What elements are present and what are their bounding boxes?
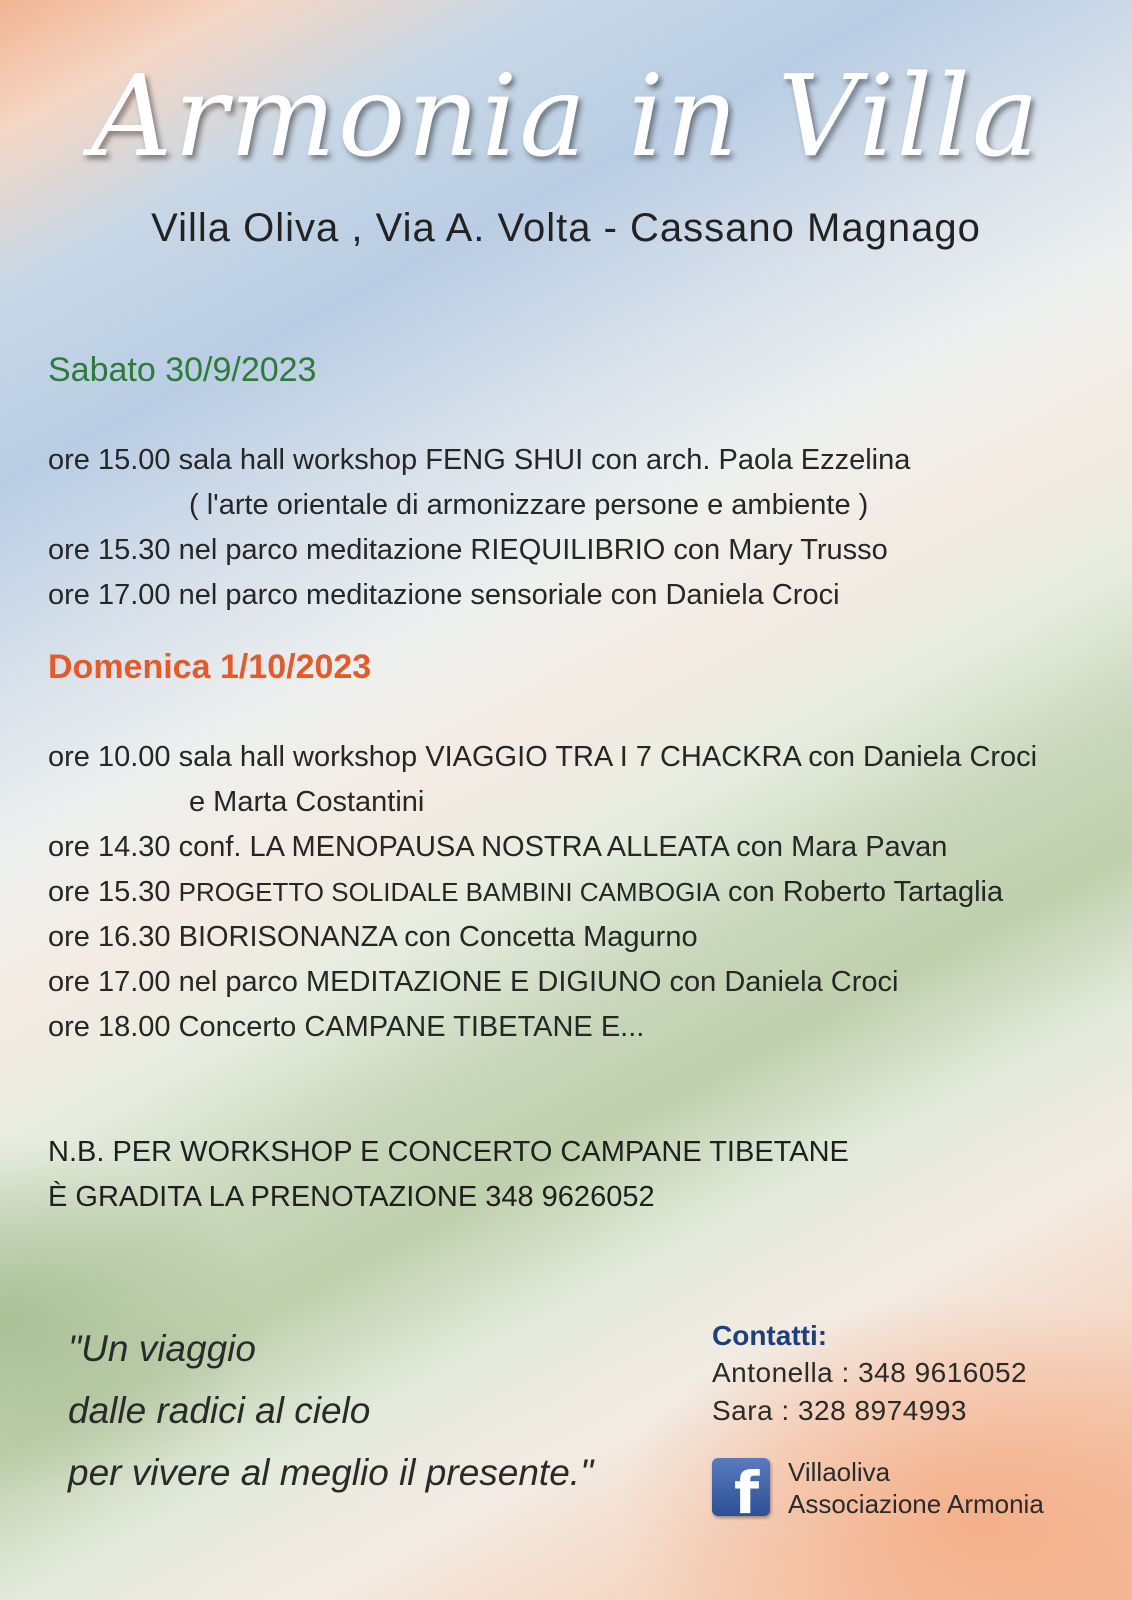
day1-schedule xyxy=(48,438,910,618)
quote-line-3: per vivere al meglio il presente." xyxy=(68,1452,594,1493)
day2-schedule xyxy=(48,735,1037,1050)
contact-antonella: Antonella : 348 9616052 xyxy=(712,1357,1028,1388)
contacts-heading: Contatti: xyxy=(712,1320,828,1351)
booking-note-line-2: È GRADITA LA PRENOTAZIONE 348 9626052 xyxy=(48,1181,655,1213)
schedule-item-continuation: ( l'arte orientale di armonizzare persone e ambiente ) xyxy=(189,489,869,521)
quote-line-2: dalle radici al cielo xyxy=(68,1390,371,1431)
facebook-page xyxy=(788,1456,1044,1520)
schedule-item: ore 15.30 nel parco meditazione RIEQUILIBRIO con Mary Trusso xyxy=(48,534,888,566)
contact-sara: Sara : 328 8974993 xyxy=(712,1395,967,1426)
schedule-item-host: con Roberto Tartaglia xyxy=(719,876,1004,908)
facebook-page-name: Villaoliva xyxy=(788,1457,891,1487)
schedule-item: ore 16.30 BIORISONANZA con Concetta Magurno xyxy=(48,921,698,953)
schedule-item-title: PROGETTO SOLIDALE BAMBINI CAMBOGIA xyxy=(178,877,720,907)
facebook-icon: f xyxy=(712,1458,770,1516)
schedule-item-time: ore 15.30 xyxy=(48,876,179,908)
schedule-item: ore 15.00 sala hall workshop FENG SHUI con arch. Paola Ezzelina xyxy=(48,444,911,476)
contacts-block xyxy=(712,1318,1027,1430)
schedule-item: ore 14.30 conf. LA MENOPAUSA NOSTRA ALLEATA con Mara Pavan xyxy=(48,831,948,863)
day1-heading: Sabato 30/9/2023 xyxy=(48,351,317,389)
booking-note-line-1: N.B. PER WORKSHOP E CONCERTO CAMPANE TIBETANE xyxy=(48,1136,849,1168)
schedule-item: ore 17.00 nel parco meditazione sensoriale con Daniela Croci xyxy=(48,579,840,611)
booking-note xyxy=(48,1130,849,1220)
title-part-1: Armonia xyxy=(91,52,589,182)
schedule-item-continuation: e Marta Costantini xyxy=(189,786,425,818)
schedule-item: ore 10.00 sala hall workshop VIAGGIO TRA I 7 CHACKRA con Daniela Croci xyxy=(48,741,1038,773)
motto-quote xyxy=(68,1318,593,1504)
facebook-page-association: Associazione Armonia xyxy=(788,1489,1044,1519)
day2-heading: Domenica 1/10/2023 xyxy=(48,648,372,686)
schedule-item: ore 17.00 nel parco MEDITAZIONE E DIGIUNO con Daniela Croci xyxy=(48,966,899,998)
title-part-2: in Villa xyxy=(628,52,1041,182)
schedule-item xyxy=(48,870,1037,915)
quote-line-1: "Un viaggio xyxy=(68,1328,256,1369)
venue-address: Villa Oliva , Via A. Volta - Cassano Magnago xyxy=(151,206,981,250)
poster-title xyxy=(0,52,1132,182)
schedule-item: ore 18.00 Concerto CAMPANE TIBETANE E... xyxy=(48,1011,645,1043)
